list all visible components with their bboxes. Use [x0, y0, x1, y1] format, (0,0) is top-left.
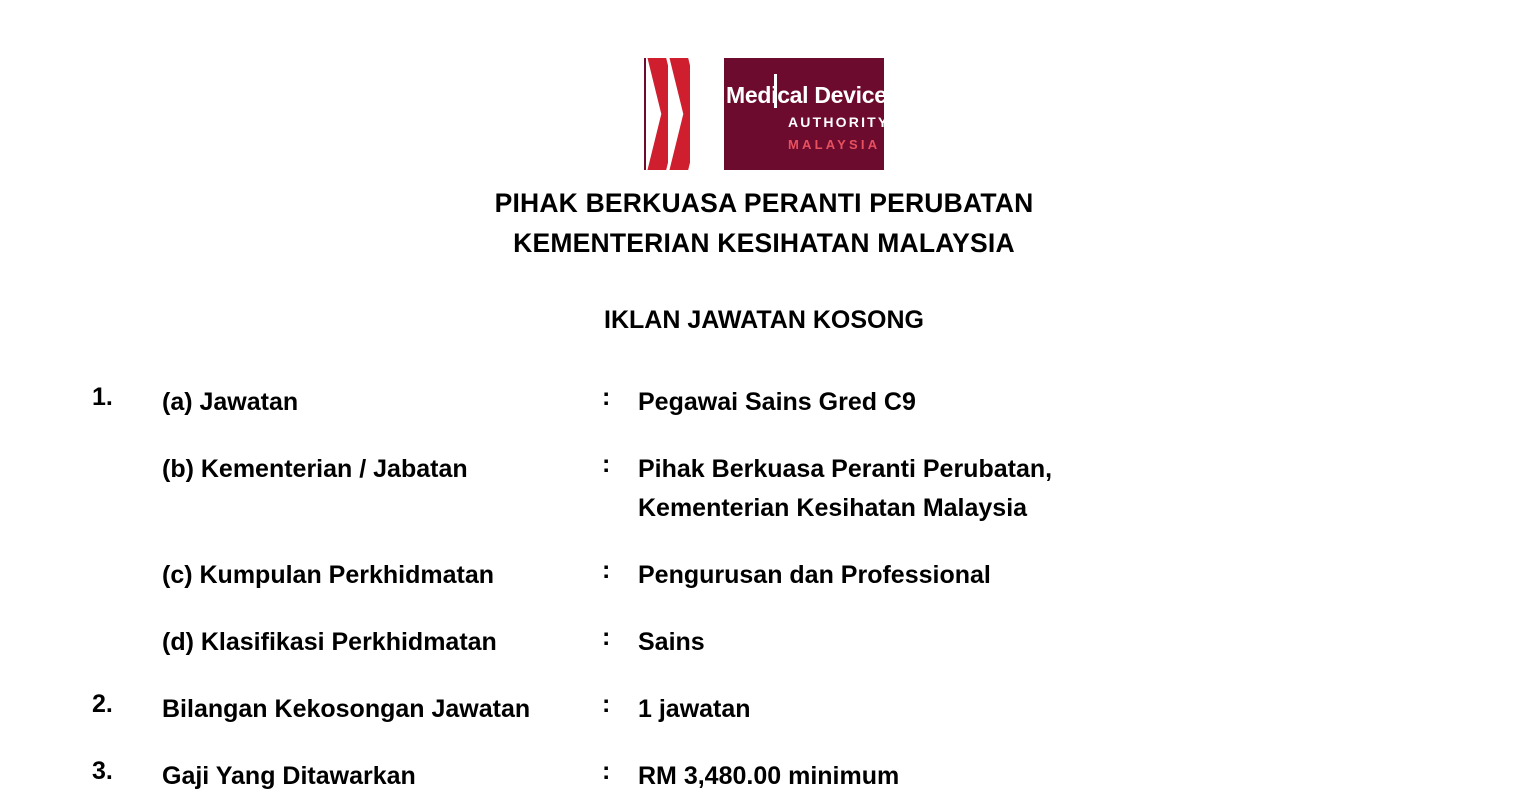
item-separator: : [602, 689, 611, 718]
chevron-icon [690, 58, 724, 170]
item-label: Bilangan Kekosongan Jawatan [162, 694, 531, 723]
document-header [0, 184, 1528, 264]
page-title: IKLAN JAWATAN KOSONG [604, 305, 924, 334]
list-item [92, 690, 1528, 729]
logo-container [0, 0, 1528, 170]
item-value [638, 690, 751, 729]
item-label: Gaji Yang Ditawarkan [162, 761, 416, 790]
header-line-1: PIHAK BERKUASA PERANTI PERUBATAN [494, 188, 1034, 218]
item-value [638, 623, 705, 662]
item-value-line: Pengurusan dan Professional [638, 560, 991, 589]
list-item [92, 623, 1528, 662]
list-item [92, 556, 1528, 595]
item-label: (b) Kementerian / Jabatan [162, 454, 468, 483]
logo-word-medical: Medical [726, 82, 809, 108]
item-number: 3. [92, 756, 113, 785]
details-list [0, 383, 1528, 796]
list-item [92, 383, 1528, 422]
logo-word-device: Device [814, 82, 887, 108]
list-item [92, 450, 1528, 528]
header-line-2: KEMENTERIAN KESIHATAN MALAYSIA [513, 227, 1015, 258]
item-value-line: 1 jawatan [638, 694, 751, 723]
item-value [638, 450, 1052, 528]
item-value-line: Pihak Berkuasa Peranti Perubatan, [638, 454, 1053, 483]
item-value [638, 757, 899, 796]
item-number: 2. [92, 689, 113, 718]
medical-device-authority-logo [644, 58, 890, 170]
logo-wordmark-line1 [726, 82, 887, 108]
item-value [638, 556, 991, 595]
item-label: (d) Klasifikasi Perkhidmatan [162, 627, 497, 656]
item-value-line: RM 3,480.00 minimum [638, 761, 900, 790]
logo-text [726, 82, 890, 152]
item-separator: : [602, 622, 611, 651]
item-separator: : [602, 382, 611, 411]
item-value-line: Kementerian Kesihatan Malaysia [638, 493, 1028, 522]
item-number: 1. [92, 382, 113, 411]
logo-word-authority: AUTHORITY [788, 114, 890, 130]
item-separator: : [602, 555, 611, 584]
item-value-line: Sains [638, 627, 705, 656]
item-value [638, 383, 916, 422]
item-label: (c) Kumpulan Perkhidmatan [162, 560, 494, 589]
item-label: (a) Jawatan [162, 387, 299, 416]
list-item [92, 757, 1528, 796]
item-separator: : [602, 449, 611, 478]
item-value-line: Pegawai Sains Gred C9 [638, 387, 916, 416]
item-separator: : [602, 756, 611, 785]
logo-word-malaysia: MALAYSIA [788, 137, 881, 152]
